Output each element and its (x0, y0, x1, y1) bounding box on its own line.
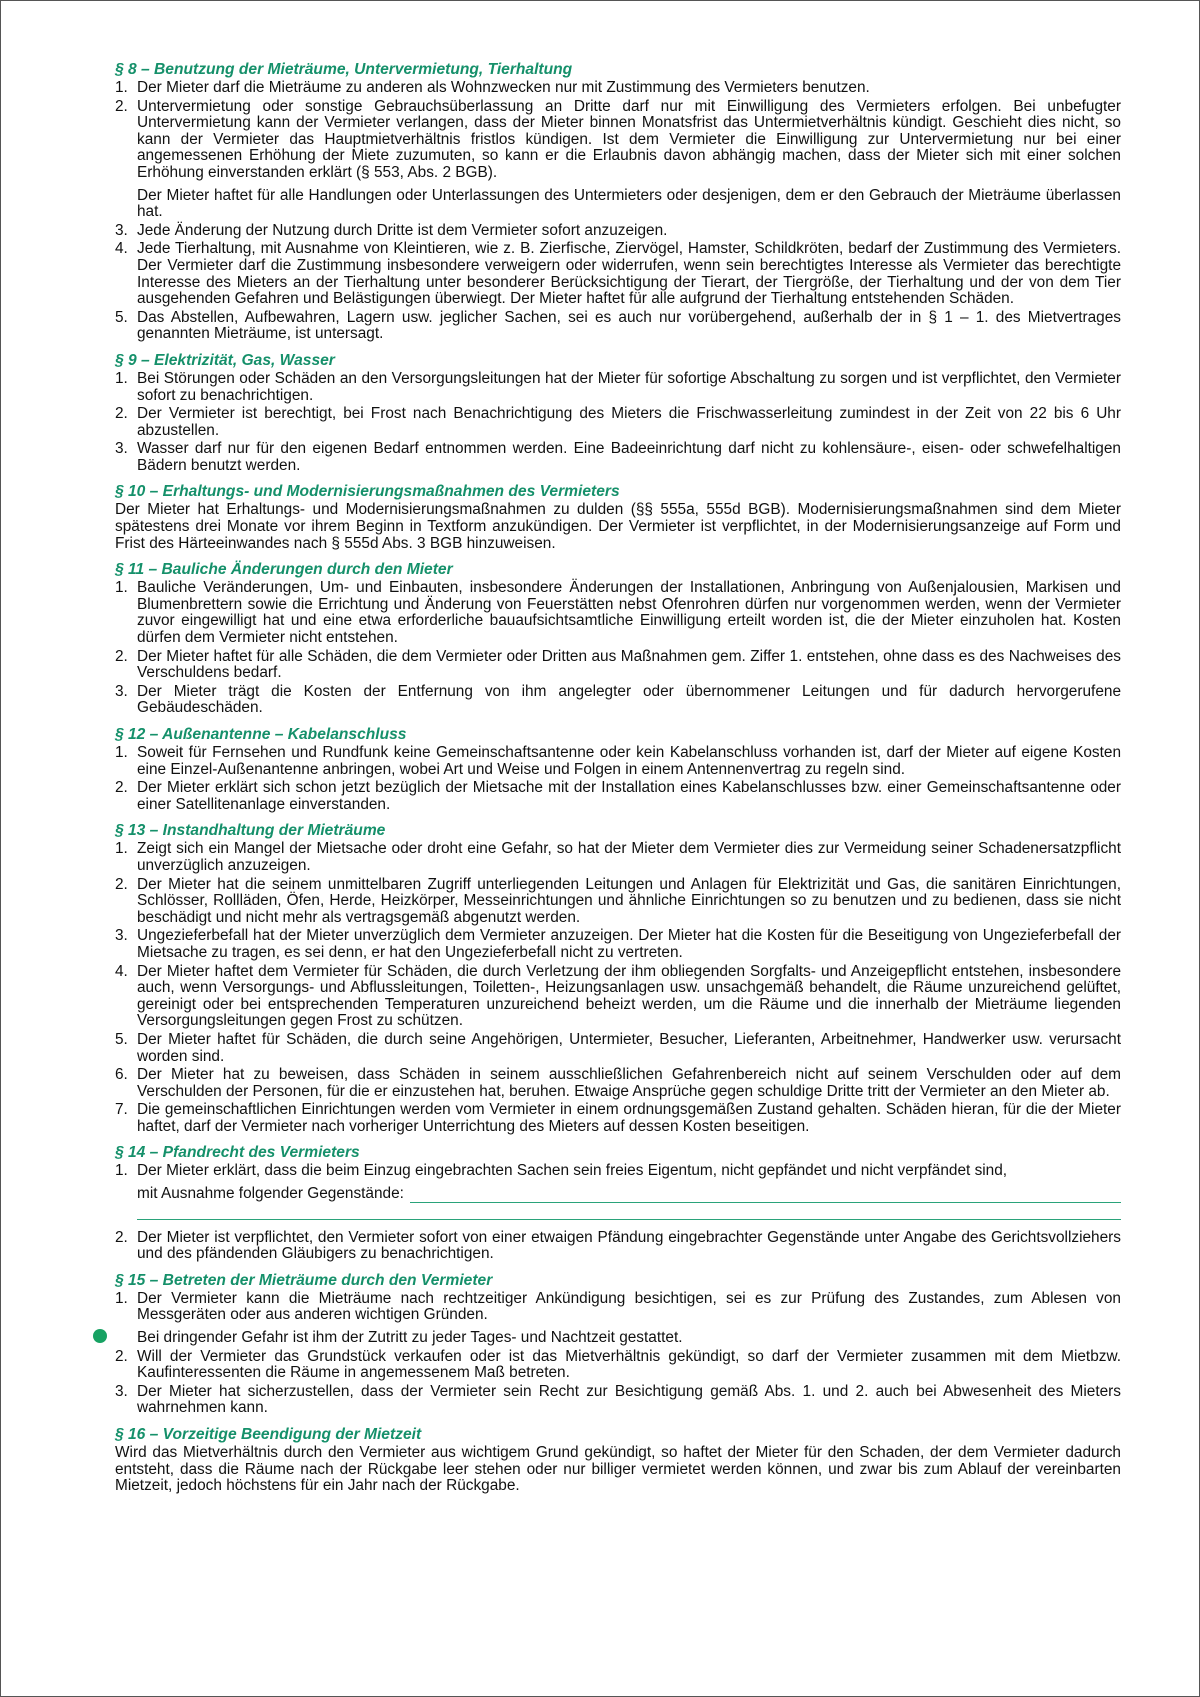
clause-text: Soweit für Fernsehen und Rundfunk keine Gemeinschaftsantenne oder kein Kabelanschluss vorhanden ist, darf der Mieter auf eigene Kosten eine Einzel-Außenantenne anbringen, wobei Art und Weise und Folgen in einem Antennenvertrag zu regeln sind. (137, 744, 1121, 778)
clause-text: Bauliche Veränderungen, Um- und Einbauten, insbesondere Änderungen der Installationen, Anbringung von Außenjalousien, Markisen und Blumenbrettern sowie die Errichtung und Änderung von Feuerstätten nebst Ofenrohren dürfen nur vorgenommen werden, wenn der Vermieter zuvor eingewilligt hat und eine etwa erforderliche bauaufsichtsamtliche Einwilligung erteilt worden ist, die der Mieter einzuholen hat. Kosten dürfen dem Vermieter nicht entstehen. (137, 579, 1121, 647)
clause-text: Der Vermieter kann die Mieträume nach rechtzeitiger Ankündigung besichtigen, sei es zur Prüfung des Zustandes, zum Ablesen von Messgeräten oder aus anderen wichtigen Gründen. (137, 1289, 1121, 1324)
section-13 (115, 822, 1121, 1135)
clause-text: Der Mieter haftet für alle Handlungen oder Unterlassungen des Untermieters oder desjenigen, dem er den Gebrauch der Mieträume überlassen hat. (137, 186, 1121, 221)
clause-text: Der Mieter haftet dem Vermieter für Schäden, die durch Verletzung der ihm obliegenden Sorgfalts- und Anzeigepflicht entstehen, insbesondere auch, wenn Versorgungs- und Abflussleitungen, Toiletten-, Heizungsanlagen usw. unsachgemäß behandelt, die Räume unzureichend gelüftet, gereinigt oder bei entsprechenden Temperaturen unzureichend beheizt werden, um die Räume und die innerhalb der Mieträume liegenden Versorgungsleitungen gegen Frost zu schützen. (137, 962, 1121, 1030)
clause-item (115, 928, 1121, 961)
clause-text: Zeigt sich ein Mangel der Mietsache oder droht eine Gefahr, so hat der Mieter dem Vermieter dies zur Vermeidung seiner Schadenersatzpflicht unverzüglich anzuzeigen. (137, 840, 1121, 874)
clause-text: Der Mieter darf die Mieträume zu anderen als Wohnzwecken nur mit Zustimmung des Vermieters benutzen. (137, 79, 870, 96)
clause-number: 1. (115, 579, 128, 597)
clause-text: Ungezieferbefall hat der Mieter unverzüglich dem Vermieter anzuzeigen. Der Mieter hat die Kosten für die Beseitigung von Ungezieferbefall der Mietsache zu tragen, es sei denn, er hat den Ungezieferbefall nicht zu vertreten. (137, 927, 1121, 961)
clause-item (115, 99, 1121, 221)
clause-item (115, 649, 1121, 682)
section-heading: § 9 – Elektrizität, Gas, Wasser (115, 351, 335, 369)
clause-list (115, 1291, 1121, 1417)
clause-text: Wasser darf nur für den eigenen Bedarf entnommen werden. Eine Badeeinrichtung darf nicht zu kohlensäure-, eisen- oder schwefelhaltigen Bädern benutzt werden. (137, 440, 1121, 474)
clause-text: Jede Tierhaltung, mit Ausnahme von Kleintieren, wie z. B. Zierfische, Ziervögel, Hamster, Schildkröten, bedarf der Zustimmung des Vermieters. Der Vermieter darf die Zustimmung insbesondere verweigern oder widerrufen, wenn sein berechtigtes Interesse als Vermieter das berechtigte Interesse des Mieters an der Tierhaltung unter besonderer Berücksichtigung der Tierart, der Tiergröße, der Tierhaltung und der von dem Tier ausgehenden Gefahren und Belästigungen überwiegt. Der Mieter haftet für alle aufgrund der Tierhaltung entstehenden Schäden. (137, 240, 1121, 308)
section-15 (115, 1272, 1121, 1417)
clause-item (115, 1230, 1121, 1263)
section-heading: § 15 – Betreten der Mieträume durch den Vermieter (115, 1271, 493, 1289)
clause-number: 4. (115, 240, 128, 258)
clause-number: 4. (115, 962, 128, 980)
clause-item (115, 745, 1121, 778)
clause-text: Der Mieter hat zu beweisen, dass Schäden in seinem ausschließlichen Gefahrenbereich nicht auf seinem Verschulden oder auf dem Verschulden der Personen, für die er einzustehen hat, beruhen. Etwaige Ansprüche gegen schuldige Dritte tritt der Vermieter an den Mieter ab. (137, 1066, 1121, 1100)
clause-list (115, 841, 1121, 1135)
clause-list (115, 745, 1121, 813)
contract-text (115, 61, 1121, 1504)
clause-list (115, 371, 1121, 475)
clause-number: 2. (115, 405, 128, 423)
section-heading: § 16 – Vorzeitige Beendigung der Mietzeit (115, 1426, 422, 1443)
section-heading: § 10 – Erhaltungs- und Modernisierungsmaßnahmen des Vermieters (115, 483, 620, 501)
clause-item (115, 877, 1121, 927)
clause-number: 5. (115, 1030, 128, 1048)
clause-list (115, 580, 1121, 717)
section-paragraph: Der Mieter hat Erhaltungs- und Modernisierungsmaßnahmen zu dulden (§§ 555a, 555d BGB). Modernisierungsmaßnahmen sind dem Mieter spätestens drei Monate vor ihrem Beginn in Textform anzukündigen. Der Vermieter ist verpflichtet, in der Modernisierungsanzeige auf Form und Frist des Härteeinwandes nach § 555d Abs. 3 BGB hinzuweisen. (115, 501, 1121, 552)
clause-number: 1. (115, 369, 128, 387)
section-heading: § 13 – Instandhaltung der Mieträume (115, 822, 386, 840)
clause-item (115, 223, 1121, 240)
clause-item (115, 241, 1121, 307)
section-14 (115, 1144, 1121, 1262)
clause-text: Der Mieter hat sicherzustellen, dass der Vermieter sein Recht zur Besichtigung gemäß Abs. 1. und 2. auch bei Abwesenheit des Mieters wahrnehmen kann. (137, 1382, 1121, 1417)
clause-text: Bei Störungen oder Schäden an den Versorgungsleitungen hat der Mieter für sofortige Abschaltung zu sorgen und ist verpflichtet, den Vermieter sofort zu benachrichtigen. (137, 369, 1121, 404)
clause-text: Der Mieter trägt die Kosten der Entfernung von ihm angelegter oder übernommener Leitungen und für dadurch hervorgerufene Gebäudeschäden. (137, 682, 1121, 717)
clause-item (115, 841, 1121, 874)
section-8 (115, 61, 1121, 343)
section-9 (115, 352, 1121, 475)
exceptions-label: mit Ausnahme folgender Gegenstände: (137, 1185, 404, 1203)
exceptions-fill-row (137, 1186, 1121, 1203)
clause-item (115, 684, 1121, 717)
clause-list (115, 1163, 1121, 1262)
section-heading: § 11 – Bauliche Änderungen durch den Mieter (115, 561, 453, 579)
clause-item (115, 1102, 1121, 1135)
clause-number: 1. (115, 744, 128, 761)
section-12 (115, 726, 1121, 813)
clause-item (115, 441, 1121, 474)
clause-text: Jede Änderung der Nutzung durch Dritte ist dem Vermieter sofort anzuzeigen. (137, 221, 668, 239)
exceptions-fill-line[interactable] (410, 1188, 1121, 1203)
clause-text: Will der Vermieter das Grundstück verkaufen oder ist das Mietverhältnis gekündigt, so darf der Vermieter zusammen mit dem Mietbzw. Kaufinteressenten die Räume in angemessenem Maß betreten. (137, 1347, 1121, 1382)
clause-item (115, 1349, 1121, 1382)
clause-text: Der Mieter ist verpflichtet, den Vermieter sofort von einer etwaigen Pfändung eingebrachter Gegenstände unter Angabe des Gerichtsvollziehers und des pfändenden Gläubigers zu benachrichtigen. (137, 1228, 1121, 1263)
clause-number: 2. (115, 875, 128, 893)
clause-item (115, 80, 1121, 97)
clause-number: 6. (115, 1066, 128, 1084)
clause-item (115, 580, 1121, 646)
clause-number: 1. (115, 840, 128, 858)
section-heading: § 8 – Benutzung der Mieträume, Untervermietung, Tierhaltung (115, 61, 573, 78)
clause-number: 1. (115, 1289, 128, 1307)
section-heading: § 12 – Außenantenne – Kabelanschluss (115, 726, 407, 743)
clause-number: 2. (115, 1347, 128, 1365)
clause-text: Der Mieter erklärt, dass die beim Einzug eingebrachten Sachen sein freies Eigentum, nicht gepfändet und nicht verpfändet sind, (137, 1162, 1008, 1180)
clause-number: 2. (115, 1228, 128, 1246)
clause-item (115, 1067, 1121, 1100)
clause-text: Der Vermieter ist berechtigt, bei Frost nach Benachrichtigung des Mieters die Frischwasserleitung zumindest in der Zeit von 22 bis 6 Uhr abzustellen. (137, 405, 1121, 439)
clause-item (115, 1163, 1121, 1219)
clause-number: 3. (115, 682, 128, 700)
clause-item (115, 964, 1121, 1030)
clause-number: 7. (115, 1101, 128, 1119)
clause-text: Untervermietung oder sonstige Gebrauchsüberlassung an Dritte darf nur mit Einwilligung des Vermieters erfolgen. Bei unbefugter Untervermietung kann der Vermieter verlangen, dass der Mieter binnen Monatsfrist das Untermietverhältnis kündigt. Geschieht dies nicht, so kann der Vermieter das Hauptmietverhältnis fristlos kündigen. Ist dem Vermieter die Einwilligung zur Untervermietung nur bei einer angemessenen Erhöhung der Miete zuzumuten, so kann er die Erlaubnis davon abhängig machen, dass der Mieter sich mit einer solchen Erhöhung einverstanden erklärt (§ 553, Abs. 2 BGB). (137, 97, 1121, 181)
clause-text: Der Mieter haftet für Schäden, die durch seine Angehörigen, Untermieter, Besucher, Lieferanten, Arbeitnehmer, Handwerker usw. verursacht worden sind. (137, 1030, 1121, 1065)
clause-item (115, 371, 1121, 404)
exceptions-fill-line-2[interactable] (137, 1203, 1121, 1220)
section-heading: § 14 – Pfandrecht des Vermieters (115, 1144, 360, 1162)
clause-number: 3. (115, 440, 128, 458)
clause-item (115, 1032, 1121, 1065)
section-paragraph: Wird das Mietverhältnis durch den Vermieter aus wichtigem Grund gekündigt, so haftet der Mieter für den Schaden, der dem Vermieter dadurch entsteht, dass die Räume nach der Rückgabe leer stehen oder nur billiger vermietet werden können, und zwar bis zum Ablauf der vereinbarten Mietzeit, jedoch höchstens für ein Jahr nach der Rückgabe. (115, 1444, 1121, 1495)
clause-number: 3. (115, 1382, 128, 1400)
clause-text: Der Mieter erklärt sich schon jetzt bezüglich der Mietsache mit der Installation eines Kabelanschlusses bzw. einer Gemeinschaftsantenne oder einer Satellitenanlage einverstanden. (137, 779, 1121, 813)
fill-marker-dot-icon (93, 1329, 107, 1343)
clause-text: Das Abstellen, Aufbewahren, Lagern usw. jeglicher Sachen, sei es auch nur vorübergehend, außerhalb der in § 1 – 1. des Mietvertrages genannten Mieträume, ist untersagt. (137, 308, 1121, 343)
clause-number: 3. (115, 221, 128, 239)
clause-text: Bei dringender Gefahr ist ihm der Zutritt zu jeder Tages- und Nachtzeit gestattet. (137, 1329, 683, 1347)
clause-text: Der Mieter hat die seinem unmittelbaren Zugriff unterliegenden Leitungen und Anlagen für Elektrizität und Gas, die sanitären Einrichtungen, Schlösser, Rollläden, Öfen, Herde, Heizkörper, Messeinrichtungen und ähnliche Einrichtungen so zu benutzen und zu bedienen, dass sie nicht beschädigt und nicht mehr als vertragsgemäß abgenutzt werden. (137, 875, 1121, 926)
clause-text: Die gemeinschaftlichen Einrichtungen werden vom Vermieter in einem ordnungsgemäßen Zustand gehalten. Schäden hieran, für die der Mieter haftet, darf der Vermieter nach vorheriger Unterrichtung des Mieters auf dessen Kosten beseitigen. (137, 1101, 1121, 1135)
clause-number: 2. (115, 779, 128, 797)
clause-item (115, 1291, 1121, 1347)
clause-number: 1. (115, 1162, 128, 1180)
clause-number: 5. (115, 308, 128, 326)
section-11 (115, 561, 1121, 717)
clause-item (115, 310, 1121, 343)
clause-item (115, 1384, 1121, 1417)
clause-list (115, 80, 1121, 343)
clause-item (115, 406, 1121, 439)
section-16 (115, 1426, 1121, 1495)
clause-item (115, 780, 1121, 813)
clause-number: 2. (115, 647, 128, 665)
clause-text: Der Mieter haftet für alle Schäden, die dem Vermieter oder Dritten aus Maßnahmen gem. Ziffer 1. entstehen, ohne dass es des Nachweises des Verschuldens bedarf. (137, 647, 1121, 682)
clause-number: 2. (115, 97, 128, 115)
clause-number: 1. (115, 79, 128, 96)
clause-number: 3. (115, 927, 128, 945)
section-10 (115, 483, 1121, 552)
